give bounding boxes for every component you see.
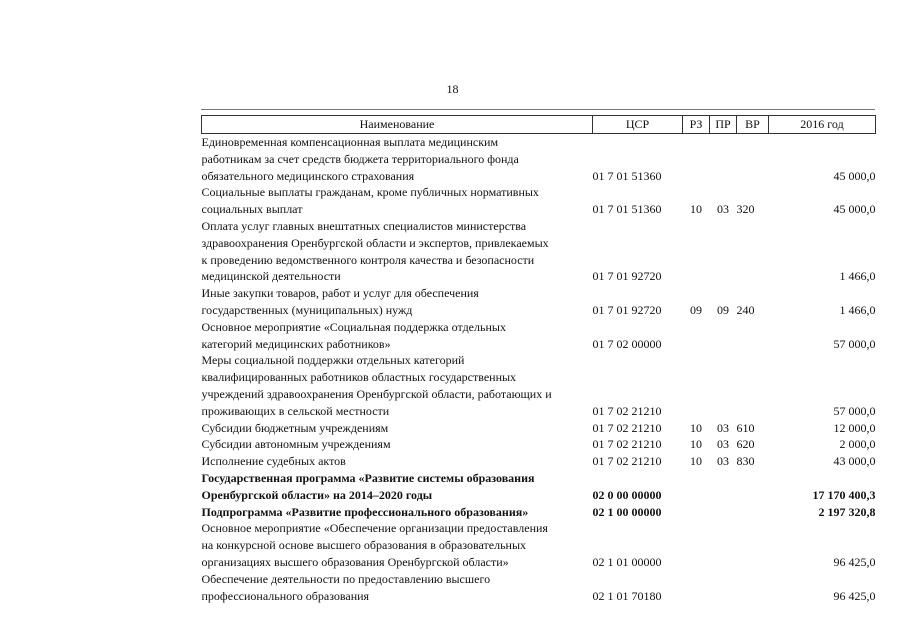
row-amount-cell: 2 000,0 bbox=[839, 437, 876, 452]
row-vr-cell bbox=[737, 571, 769, 605]
row-name-line: на конкурсной основе высшего образования в образовательных bbox=[201, 538, 527, 553]
row-name-line: Оренбургской области» на 2014–2020 годы bbox=[201, 487, 433, 502]
row-vr-cell: 830 bbox=[736, 454, 755, 469]
row-pr-cell: 03 bbox=[717, 202, 729, 217]
row-amount-cell: 57 000,0 bbox=[833, 336, 876, 351]
row-vr-cell bbox=[737, 520, 769, 570]
row-pr-cell: 03 bbox=[717, 420, 729, 435]
header-rule bbox=[201, 109, 875, 110]
row-amount-cell: 17 170 400,3 bbox=[812, 487, 876, 502]
row-name-line: обязательного медицинского страхования bbox=[201, 168, 415, 183]
table-row bbox=[202, 436, 876, 453]
row-pr-cell bbox=[710, 218, 737, 285]
page-number: 18 bbox=[446, 82, 459, 96]
row-name-cell bbox=[202, 319, 593, 353]
row-amount-cell: 12 000,0 bbox=[833, 420, 876, 435]
table-row bbox=[202, 420, 876, 437]
table-row bbox=[202, 352, 876, 419]
row-name-cell bbox=[202, 134, 593, 185]
row-csr-cell: 01 7 02 21210 bbox=[592, 420, 662, 435]
row-amount-cell: 1 466,0 bbox=[839, 302, 876, 317]
row-vr-cell bbox=[737, 352, 769, 419]
table-row bbox=[202, 520, 876, 570]
row-rz-cell bbox=[683, 218, 710, 285]
row-pr-cell bbox=[710, 352, 737, 419]
row-rz-cell bbox=[683, 134, 710, 185]
row-name-line: государственных (муниципальных) нужд bbox=[201, 302, 413, 317]
table-row bbox=[202, 470, 876, 504]
row-rz-cell: 10 bbox=[690, 437, 702, 452]
table-body bbox=[202, 134, 876, 605]
budget-table bbox=[201, 115, 876, 604]
row-csr-cell: 02 0 00 00000 bbox=[592, 487, 662, 502]
row-name-line: Субсидии автономным учреждениям bbox=[201, 437, 391, 452]
row-vr-cell: 610 bbox=[736, 420, 755, 435]
row-csr-cell: 01 7 01 51360 bbox=[592, 168, 662, 183]
row-name-line: профессионального образования bbox=[201, 588, 370, 603]
header-rz: РЗ bbox=[683, 116, 710, 134]
row-name-cell bbox=[202, 453, 593, 470]
row-rz-cell bbox=[683, 470, 710, 504]
row-name-cell bbox=[202, 470, 593, 504]
row-name-cell bbox=[202, 218, 593, 285]
row-amount-cell: 96 425,0 bbox=[833, 588, 876, 603]
row-name-line: Подпрограмма «Развитие профессионального образования» bbox=[201, 504, 529, 519]
row-name-cell bbox=[202, 285, 593, 319]
row-pr-cell: 03 bbox=[717, 454, 729, 469]
row-name-cell bbox=[202, 436, 593, 453]
header-pr: ПР bbox=[710, 116, 737, 134]
row-rz-cell bbox=[683, 504, 710, 521]
row-csr-cell: 01 7 02 21210 bbox=[592, 454, 662, 469]
row-amount-cell: 96 425,0 bbox=[833, 554, 876, 569]
row-amount-cell: 2 197 320,8 bbox=[818, 504, 876, 519]
row-vr-cell bbox=[737, 218, 769, 285]
table-row bbox=[202, 571, 876, 605]
row-name-line: категорий медицинских работников» bbox=[201, 336, 391, 351]
table-row bbox=[202, 504, 876, 521]
row-name-line: работникам за счет средств бюджета территориального фонда bbox=[201, 151, 519, 166]
row-pr-cell: 03 bbox=[717, 437, 729, 452]
row-name-cell bbox=[202, 504, 593, 521]
header-year: 2016 год bbox=[769, 116, 876, 134]
row-name-cell bbox=[202, 571, 593, 605]
table-header-row bbox=[202, 116, 876, 134]
row-amount-cell: 57 000,0 bbox=[833, 403, 876, 418]
row-csr-cell: 01 7 01 92720 bbox=[592, 269, 662, 284]
row-csr-cell: 01 7 01 92720 bbox=[592, 302, 662, 317]
row-vr-cell: 240 bbox=[736, 302, 755, 317]
row-csr-cell: 02 1 00 00000 bbox=[592, 504, 662, 519]
row-name-line: Социальные выплаты гражданам, кроме публичных нормативных bbox=[201, 185, 539, 200]
row-name-line: социальных выплат bbox=[201, 202, 303, 217]
row-vr-cell bbox=[737, 319, 769, 353]
row-name-cell bbox=[202, 184, 593, 218]
row-name-line: Основное мероприятие «Социальная поддержка отдельных bbox=[201, 319, 506, 334]
row-rz-cell bbox=[683, 352, 710, 419]
row-vr-cell bbox=[737, 470, 769, 504]
row-name-line: медицинской деятельности bbox=[201, 269, 341, 284]
table-row bbox=[202, 319, 876, 353]
row-amount-cell: 45 000,0 bbox=[833, 202, 876, 217]
row-name-line: Иные закупки товаров, работ и услуг для обеспечения bbox=[201, 286, 479, 301]
row-name-line: Оплата услуг главных внештатных специалистов министерства bbox=[201, 218, 527, 233]
row-name-line: организациях высшего образования Оренбургской области» bbox=[201, 554, 509, 569]
row-vr-cell: 320 bbox=[736, 202, 755, 217]
row-name-line: Основное мероприятие «Обеспечение организации предоставления bbox=[201, 521, 548, 536]
row-rz-cell bbox=[683, 319, 710, 353]
row-pr-cell bbox=[710, 134, 737, 185]
table-row bbox=[202, 453, 876, 470]
row-name-line: Единовременная компенсационная выплата медицинским bbox=[201, 135, 499, 149]
row-name-line: к проведению ведомственного контроля качества и безопасности bbox=[201, 252, 535, 267]
row-amount-cell: 43 000,0 bbox=[833, 454, 876, 469]
row-csr-cell: 01 7 02 21210 bbox=[592, 403, 662, 418]
row-name-cell bbox=[202, 420, 593, 437]
row-name-line: квалифицированных работников областных государственных bbox=[201, 370, 517, 385]
row-rz-cell: 09 bbox=[690, 302, 702, 317]
row-name-cell bbox=[202, 520, 593, 570]
row-csr-cell: 01 7 01 51360 bbox=[592, 202, 662, 217]
header-csr: ЦСР bbox=[593, 116, 683, 134]
row-csr-cell: 02 1 01 00000 bbox=[592, 554, 662, 569]
row-pr-cell bbox=[710, 319, 737, 353]
row-name-line: здравоохранения Оренбургской области и экспертов, привлекаемых bbox=[201, 235, 549, 250]
row-name-line: Меры социальной поддержки отдельных категорий bbox=[201, 353, 465, 368]
row-name-line: Субсидии бюджетным учреждениям bbox=[201, 420, 389, 435]
row-csr-cell: 01 7 02 00000 bbox=[592, 336, 662, 351]
header-vr: ВР bbox=[737, 116, 769, 134]
table-row bbox=[202, 134, 876, 185]
row-vr-cell bbox=[737, 504, 769, 521]
row-rz-cell bbox=[683, 571, 710, 605]
row-amount-cell: 45 000,0 bbox=[833, 168, 876, 183]
row-pr-cell bbox=[710, 470, 737, 504]
row-rz-cell: 10 bbox=[690, 454, 702, 469]
row-vr-cell: 620 bbox=[736, 437, 755, 452]
row-pr-cell bbox=[710, 504, 737, 521]
row-name-line: учреждений здравоохранения Оренбургской области, работающих и bbox=[201, 386, 552, 401]
row-name-cell bbox=[202, 352, 593, 419]
row-name-line: Обеспечение деятельности по предоставлению высшего bbox=[201, 571, 491, 586]
row-csr-cell: 02 1 01 70180 bbox=[592, 588, 662, 603]
row-vr-cell bbox=[737, 134, 769, 185]
table-row bbox=[202, 285, 876, 319]
table-row bbox=[202, 184, 876, 218]
table-row bbox=[202, 218, 876, 285]
row-csr-cell: 01 7 02 21210 bbox=[592, 437, 662, 452]
row-rz-cell bbox=[683, 520, 710, 570]
row-pr-cell bbox=[710, 571, 737, 605]
row-rz-cell: 10 bbox=[690, 202, 702, 217]
header-name: Наименование bbox=[202, 116, 593, 134]
row-name-line: проживающих в сельской местности bbox=[201, 403, 390, 418]
row-rz-cell: 10 bbox=[690, 420, 702, 435]
row-pr-cell: 09 bbox=[717, 302, 729, 317]
row-name-line: Государственная программа «Развитие системы образования bbox=[201, 470, 535, 485]
row-name-line: Исполнение судебных актов bbox=[201, 454, 346, 469]
row-pr-cell bbox=[710, 520, 737, 570]
row-amount-cell: 1 466,0 bbox=[839, 269, 876, 284]
